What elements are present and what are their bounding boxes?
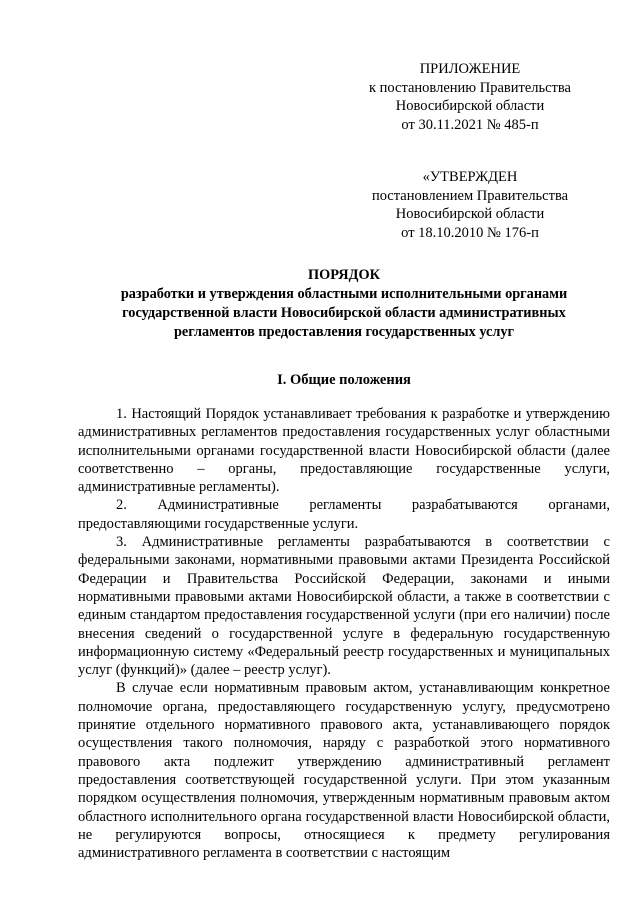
appendix-label: ПРИЛОЖЕНИЕ — [419, 61, 521, 77]
title-line-3: регламентов предоставления государственных услуг — [173, 324, 515, 340]
section-heading: I. Общие положения — [277, 372, 411, 388]
paragraph-1: 1. Настоящий Порядок устанавливает требования к разработке и утверждению административных регламентов предоставления государственных услуг областными исполнительными органами государственной власти Новосибирской области (далее соответственно – органы, предоставляющие государственные услуги, административные регламенты). — [78, 406, 610, 496]
paragraph-3: 3. Административные регламенты разрабатываются в соответствии с федеральными законами, нормативными правовыми актами Президента Российской Федерации и Правительства Российской Федерации, законами и иными нормативными правовыми актами Новосибирской области, а также в соответствии с единым стандартом предоставления государственной услуги (при его наличии) после внесения сведений о государственной услуге в федеральную государственную информационную систему «Федеральный реестр государственных и муниципальных услуг (функций)» (далее – реестр услуг). — [78, 534, 610, 679]
appendix-block — [340, 60, 600, 134]
title-heading: ПОРЯДОК — [308, 267, 380, 283]
appendix-decree-line: к постановлению Правительства — [369, 79, 571, 96]
approved-region-line: Новосибирской области — [395, 206, 545, 222]
document-body — [78, 405, 610, 862]
appendix-region-line: Новосибирской области — [395, 98, 545, 114]
appendix-date-line: от 30.11.2021 № 485-п — [401, 116, 539, 133]
title-line-2: государственной власти Новосибирской области административных — [122, 305, 566, 321]
paragraph-4: В случае если нормативным правовым актом, устанавливающим конкретное полномочие органа, предоставляющего государственную услугу, предусмотрено принятие отдельного нормативного правового акта, устанавливающего порядок осуществления такого полномочия, наряду с разработкой этого нормативного правового акта подлежит утверждению административный регламент предоставления соответствующей государственной услуги. При этом указанным порядком осуществления полномочия, утвержденным нормативным правовым актом областного исполнительного органа государственной власти Новосибирской области, не регулируются вопросы, относящиеся к предмету регулирования административного регламента в соответствии с настоящим — [78, 680, 610, 862]
approved-label: «УТВЕРЖДЕН — [422, 169, 518, 185]
document-title — [78, 266, 610, 342]
approved-decree-line: постановлением Правительства — [371, 187, 569, 204]
paragraph-2: 2. Административные регламенты разрабатываются органами, предоставляющими государственные услуги. — [78, 497, 610, 532]
approved-block — [340, 168, 600, 242]
title-line-1: разработки и утверждения областными исполнительными органами — [120, 286, 568, 302]
approved-date-line: от 18.10.2010 № 176-п — [401, 224, 539, 241]
